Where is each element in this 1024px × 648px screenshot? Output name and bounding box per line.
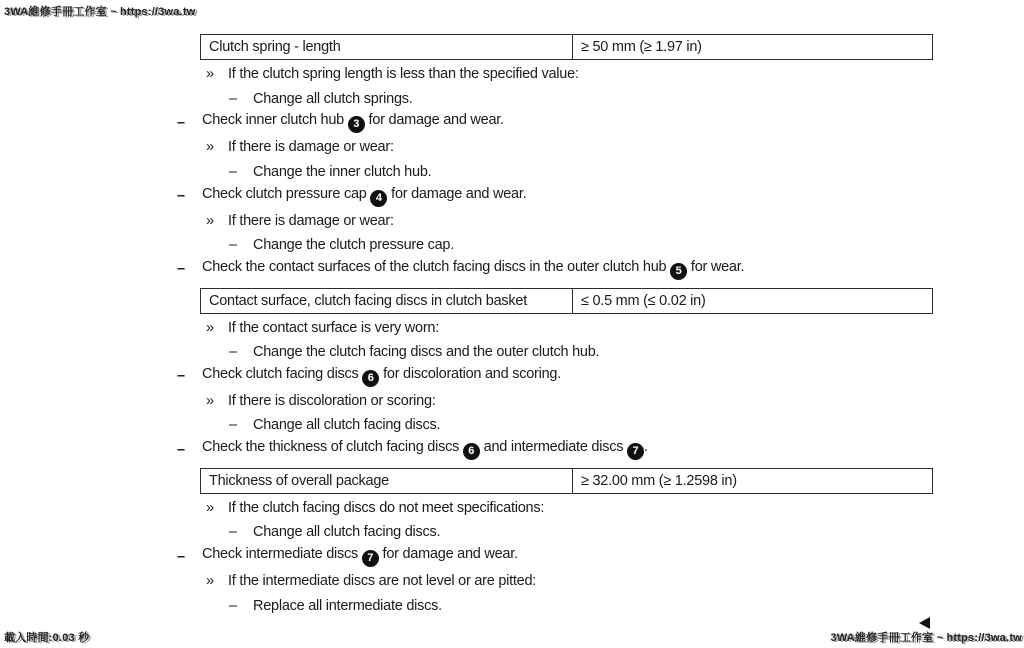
spec-value-cell: ≥ 32.00 mm (≥ 1.2598 in) bbox=[581, 472, 737, 489]
index-badge: 7 bbox=[362, 550, 379, 567]
list-item-text: Check clutch facing discs 6 for discoloration and scoring. bbox=[202, 366, 561, 387]
list-item-text: Check intermediate discs 7 for damage and wear. bbox=[202, 546, 518, 567]
bullet-marker: » bbox=[206, 573, 214, 590]
bullet-marker: – bbox=[229, 417, 237, 434]
list-item-text: If the clutch spring length is less than the specified value: bbox=[228, 66, 579, 83]
list-item-text: If there is damage or wear: bbox=[228, 139, 394, 156]
list-item bbox=[177, 86, 933, 110]
content-list bbox=[177, 34, 933, 618]
list-item bbox=[177, 62, 933, 86]
list-item bbox=[177, 208, 933, 232]
list-item bbox=[177, 496, 933, 520]
list-item bbox=[177, 364, 933, 388]
index-badge: 5 bbox=[670, 263, 687, 280]
list-item bbox=[177, 520, 933, 544]
bullet-marker: – bbox=[177, 188, 185, 205]
list-item bbox=[177, 184, 933, 208]
spec-table-row bbox=[200, 34, 933, 60]
list-item bbox=[177, 340, 933, 364]
bullet-marker: » bbox=[206, 500, 214, 517]
list-item bbox=[177, 437, 933, 461]
bullet-marker: » bbox=[206, 139, 214, 156]
spec-value-cell: ≥ 50 mm (≥ 1.97 in) bbox=[581, 39, 702, 55]
list-item bbox=[177, 569, 933, 593]
bullet-marker: – bbox=[229, 90, 237, 107]
spec-table-row bbox=[200, 288, 933, 314]
list-item-text: Change the clutch facing discs and the outer clutch hub. bbox=[253, 344, 600, 361]
index-badge: 6 bbox=[362, 370, 379, 387]
bullet-marker: – bbox=[229, 524, 237, 541]
spec-label-cell: Thickness of overall package bbox=[201, 469, 573, 493]
bullet-marker: – bbox=[177, 441, 185, 458]
bullet-marker: – bbox=[177, 261, 185, 278]
list-item-text: If the clutch facing discs do not meet specifications: bbox=[228, 500, 545, 517]
list-item bbox=[177, 545, 933, 569]
bullet-marker: » bbox=[206, 319, 214, 336]
list-item-text: Change the inner clutch hub. bbox=[253, 163, 432, 180]
load-time-text: 載入時間:0.03 秒 bbox=[4, 632, 90, 644]
list-item-text: Change all clutch facing discs. bbox=[253, 524, 441, 541]
list-item-text: If the contact surface is very worn: bbox=[228, 319, 440, 336]
list-item-text: Change all clutch springs. bbox=[253, 90, 413, 107]
bullet-marker: – bbox=[229, 163, 237, 180]
list-item-text: Replace all intermediate discs. bbox=[253, 597, 442, 614]
index-badge: 7 bbox=[627, 443, 644, 460]
spec-label-cell: Clutch spring - length bbox=[201, 35, 573, 59]
bullet-marker: – bbox=[229, 236, 237, 253]
list-item-text: Check the thickness of clutch facing discs 6 and intermediate discs 7 . bbox=[202, 439, 648, 460]
list-item bbox=[177, 593, 933, 617]
watermark-site-top: 3WA維修手冊工作室 ~ https://3wa.tw bbox=[4, 6, 196, 18]
list-item-text: Change all clutch facing discs. bbox=[253, 417, 441, 434]
list-item bbox=[177, 111, 933, 135]
index-badge: 6 bbox=[463, 443, 480, 460]
list-item-text: If there is damage or wear: bbox=[228, 212, 394, 229]
spec-label-cell: Contact surface, clutch facing discs in clutch basket bbox=[201, 289, 573, 313]
list-item bbox=[177, 135, 933, 159]
bullet-marker: – bbox=[229, 344, 237, 361]
index-badge: 4 bbox=[370, 190, 387, 207]
index-badge: 3 bbox=[348, 116, 365, 133]
list-item-text: Check clutch pressure cap 4 for damage and wear. bbox=[202, 186, 526, 207]
bullet-marker: – bbox=[177, 114, 185, 131]
list-item bbox=[177, 389, 933, 413]
left-triangle-icon bbox=[919, 617, 930, 629]
list-item bbox=[177, 160, 933, 184]
list-item-text: Check the contact surfaces of the clutch facing discs in the outer clutch hub 5 for wear. bbox=[202, 259, 744, 280]
bullet-marker: » bbox=[206, 66, 214, 83]
watermark-site-bottom: 3WA維修手冊工作室 ~ https://3wa.tw bbox=[830, 632, 1022, 644]
bullet-marker: – bbox=[229, 597, 237, 614]
spec-table-row bbox=[200, 468, 933, 494]
list-item bbox=[177, 233, 933, 257]
list-item bbox=[177, 413, 933, 437]
list-item-text: If there is discoloration or scoring: bbox=[228, 392, 436, 409]
spec-value-cell: ≤ 0.5 mm (≤ 0.02 in) bbox=[581, 292, 706, 309]
bullet-marker: » bbox=[206, 212, 214, 229]
bullet-marker: – bbox=[177, 548, 185, 565]
list-item-text: If the intermediate discs are not level or are pitted: bbox=[228, 573, 537, 590]
bullet-marker: » bbox=[206, 392, 214, 409]
list-item bbox=[177, 257, 933, 281]
list-item-text: Change the clutch pressure cap. bbox=[253, 236, 455, 253]
bullet-marker: – bbox=[177, 368, 185, 385]
list-item-text: Check inner clutch hub 3 for damage and wear. bbox=[202, 112, 504, 133]
list-item bbox=[177, 316, 933, 340]
